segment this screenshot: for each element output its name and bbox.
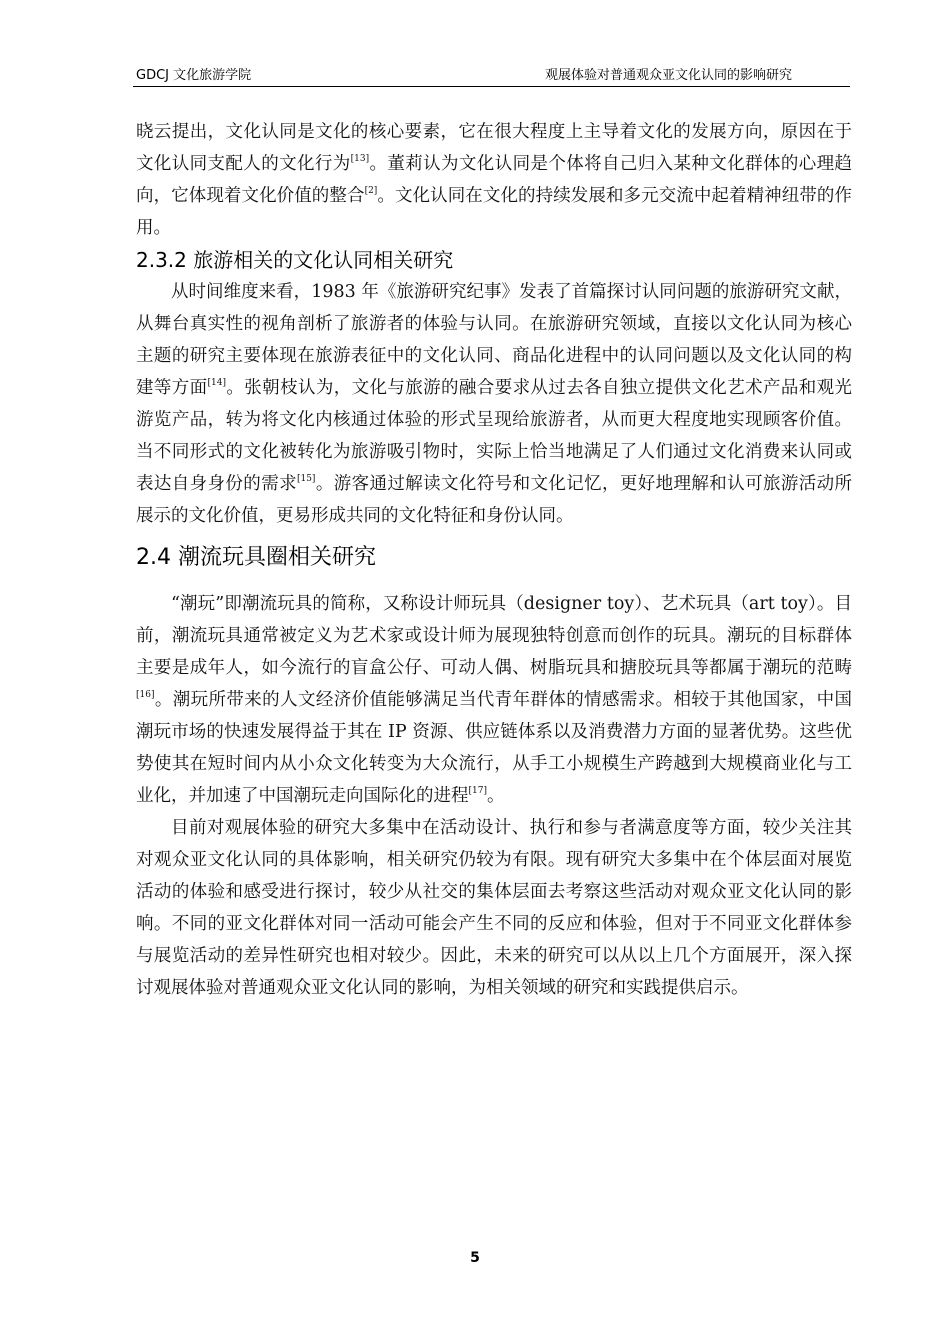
citation: [14] bbox=[207, 378, 227, 388]
header-institution: GDCJ 文化旅游学院 bbox=[136, 68, 252, 83]
header-thesis-title: 观展体验对普通观众亚文化认同的影响研究 bbox=[544, 68, 792, 83]
page-number: 5 bbox=[470, 1250, 480, 1266]
citation: [2] bbox=[364, 186, 378, 196]
paragraph: 目前对观展体验的研究大多集中在活动设计、执行和参与者满意度等方面，较少关注其对观众亚文化认同的具体影响，相关研究仍较为有限。现有研究大多集中在个体层面对展览活动的体验和感受进行探讨，较少从社交的集体层面去考察这些活动对观众亚文化认同的影响。不同的亚文化群体对同一活动可能会产生不同的反应和体验，但对于不同亚文化群体参与展览活动的差异性研究也相对较少。因此，未来的研究可以从以上几个方面展开，深入探讨观展体验对普通观众亚文化认同的影响，为相关领域的研究和实践提供启示。 bbox=[136, 818, 852, 998]
section-heading-2-3-2: 2.3.2 旅游相关的文化认同相关研究 bbox=[136, 248, 454, 272]
citation: [15] bbox=[296, 474, 316, 484]
body-text bbox=[136, 116, 852, 1004]
citation: [13] bbox=[350, 154, 370, 164]
citation: [16] bbox=[136, 690, 155, 700]
citation: [17] bbox=[468, 786, 487, 796]
paragraph: “潮玩”即潮流玩具的简称，又称设计师玩具（designer toy）、艺术玩具（art toy）。目前，潮流玩具通常被定义为艺术家或设计师为展现独特创意而创作的玩具。潮玩的目标群体主要是成年人，如今流行的盲盒公仔、可动人偶、树脂玩具和搪胶玩具等都属于潮玩的范畴[16]。潮玩所带来的人文经济价值能够满足当代青年群体的情感需求。相较于其他国家，中国潮玩市场的快速发展得益于其在 IP 资源、供应链体系以及消费潜力方面的显著优势。这些优势使其在短时间内从小众文化转变为大众流行，从手工小规模生产跨越到大规模商业化与工业化，并加速了中国潮玩走向国际化的进程[17]。 bbox=[136, 594, 852, 806]
section-heading-2-4: 2.4 潮流玩具圈相关研究 bbox=[136, 545, 376, 570]
paragraph: 晓云提出，文化认同是文化的核心要素，它在很大程度上主导着文化的发展方向，原因在于文化认同支配人的文化行为[13]。董莉认为文化认同是个体将自己归入某种文化群体的心理趋向，它体现着文化价值的整合[2]。文化认同在文化的持续发展和多元交流中起着精神纽带的作用。 bbox=[136, 122, 853, 238]
paragraph: 从时间维度来看，1983 年《旅游研究纪事》发表了首篇探讨认同问题的旅游研究文献，从舞台真实性的视角剖析了旅游者的体验与认同。在旅游研究领域，直接以文化认同为核心主题的研究主要体现在旅游表征中的文化认同、商品化进程中的认同问题以及文化认同的构建等方面[14]。张朝枝认为，文化与旅游的融合要求从过去各自独立提供文化艺术产品和观光游览产品，转为将文化内核通过体验的形式呈现给旅游者，从而更大程度地实现顾客价值。当不同形式的文化被转化为旅游吸引物时，实际上恰当地满足了人们通过文化消费来认同或表达自身身份的需求[15]。游客通过解读文化符号和文化记忆，更好地理解和认可旅游活动所展示的文化价值，更易形成共同的文化特征和身份认同。 bbox=[136, 282, 853, 526]
running-header bbox=[133, 66, 850, 87]
